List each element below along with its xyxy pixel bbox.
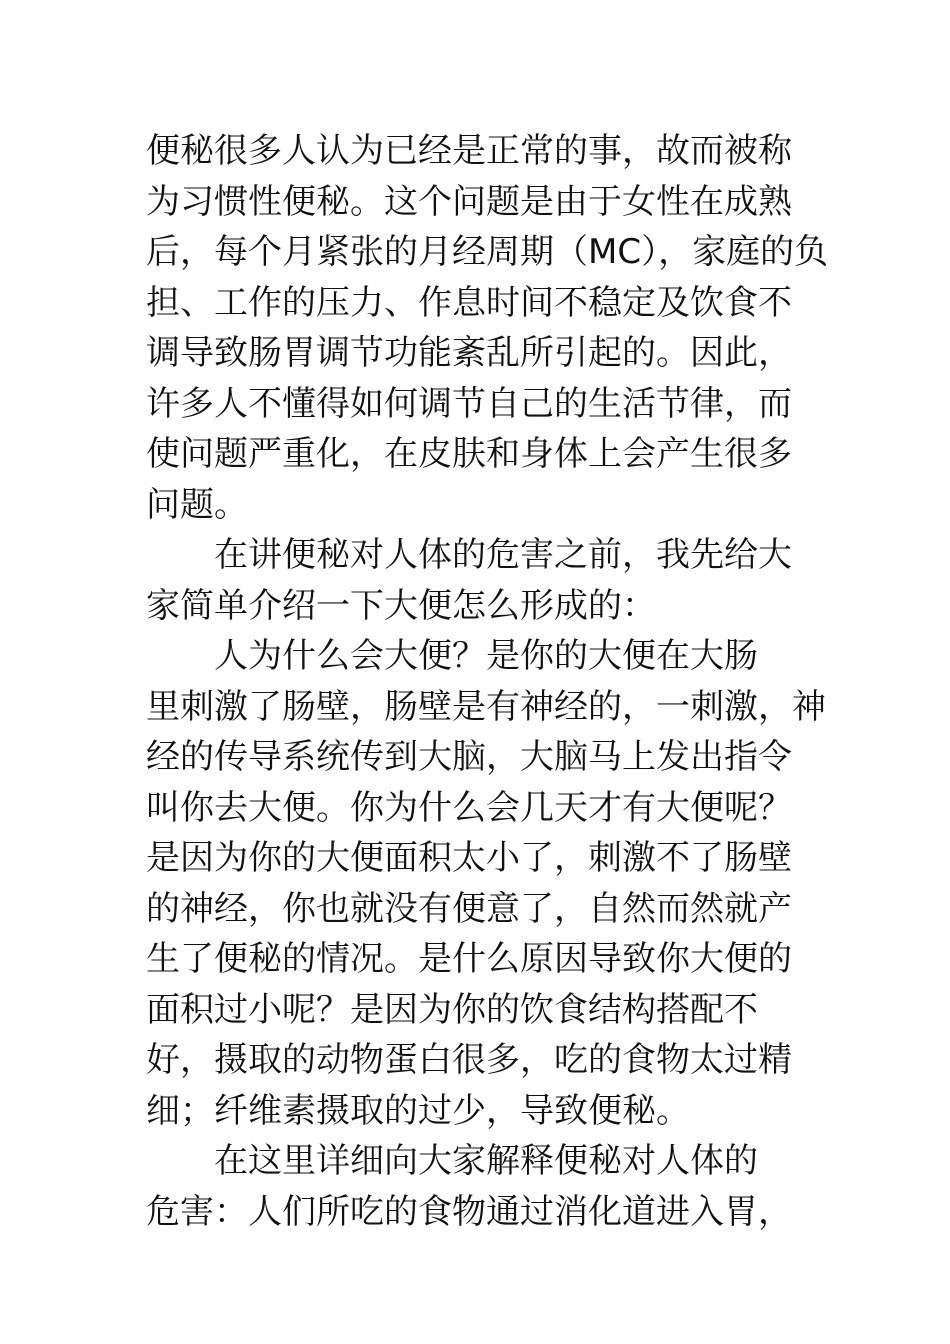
text-line: 调导致肠胃调节功能紊乱所引起的。因此， bbox=[146, 333, 792, 373]
paragraph-start-line: 在讲便秘对人体的危害之前，我先给大 bbox=[214, 535, 792, 575]
text-line: 细；纤维素摄取的过少，导致便秘。 bbox=[146, 1090, 690, 1131]
body-text bbox=[146, 126, 829, 1237]
text-line: 使问题严重化，在皮肤和身体上会产生很多 bbox=[146, 434, 792, 474]
paragraph-start-line: 在这里详细向大家解释便秘对人体的 bbox=[214, 1141, 758, 1181]
paragraph-start-line: 人为什么会大便？是你的大便在大肠 bbox=[214, 636, 758, 676]
text-line: 担、工作的压力、作息时间不稳定及饮食不 bbox=[146, 282, 792, 323]
text-line: 家简单介绍一下大便怎么形成的： bbox=[146, 585, 656, 626]
text-line: 生了便秘的情况。是什么原因导致你大便的 bbox=[146, 939, 792, 979]
text-line: 问题。 bbox=[146, 484, 248, 525]
text-line: 为习惯性便秘。这个问题是由于女性在成熟 bbox=[146, 181, 792, 222]
text-line: 叫你去大便。你为什么会几天才有大便呢？ bbox=[146, 787, 792, 828]
text-line: 经的传导系统传到大脑，大脑马上发出指令 bbox=[146, 737, 792, 777]
text-line: 面积过小呢？是因为你的饮食结构搭配不 bbox=[146, 989, 758, 1030]
text-line: 便秘很多人认为已经是正常的事，故而被称 bbox=[146, 131, 792, 171]
text-line: 里刺激了肠壁，肠壁是有神经的，一刺激，神 bbox=[146, 686, 826, 727]
text-line: 是因为你的大便面积太小了，刺激不了肠壁 bbox=[146, 838, 792, 878]
text-line: 许多人不懂得如何调节自己的生活节律，而 bbox=[146, 383, 792, 424]
text-line: 的神经，你也就没有便意了，自然而然就产 bbox=[146, 888, 792, 929]
text-line: 好，摄取的动物蛋白很多，吃的食物太过精 bbox=[146, 1040, 792, 1080]
text-line: 后，每个月紧张的月经周期（MC），家庭的负 bbox=[146, 232, 829, 272]
text-line: 危害：人们所吃的食物通过消化道进入胃， bbox=[146, 1191, 792, 1232]
